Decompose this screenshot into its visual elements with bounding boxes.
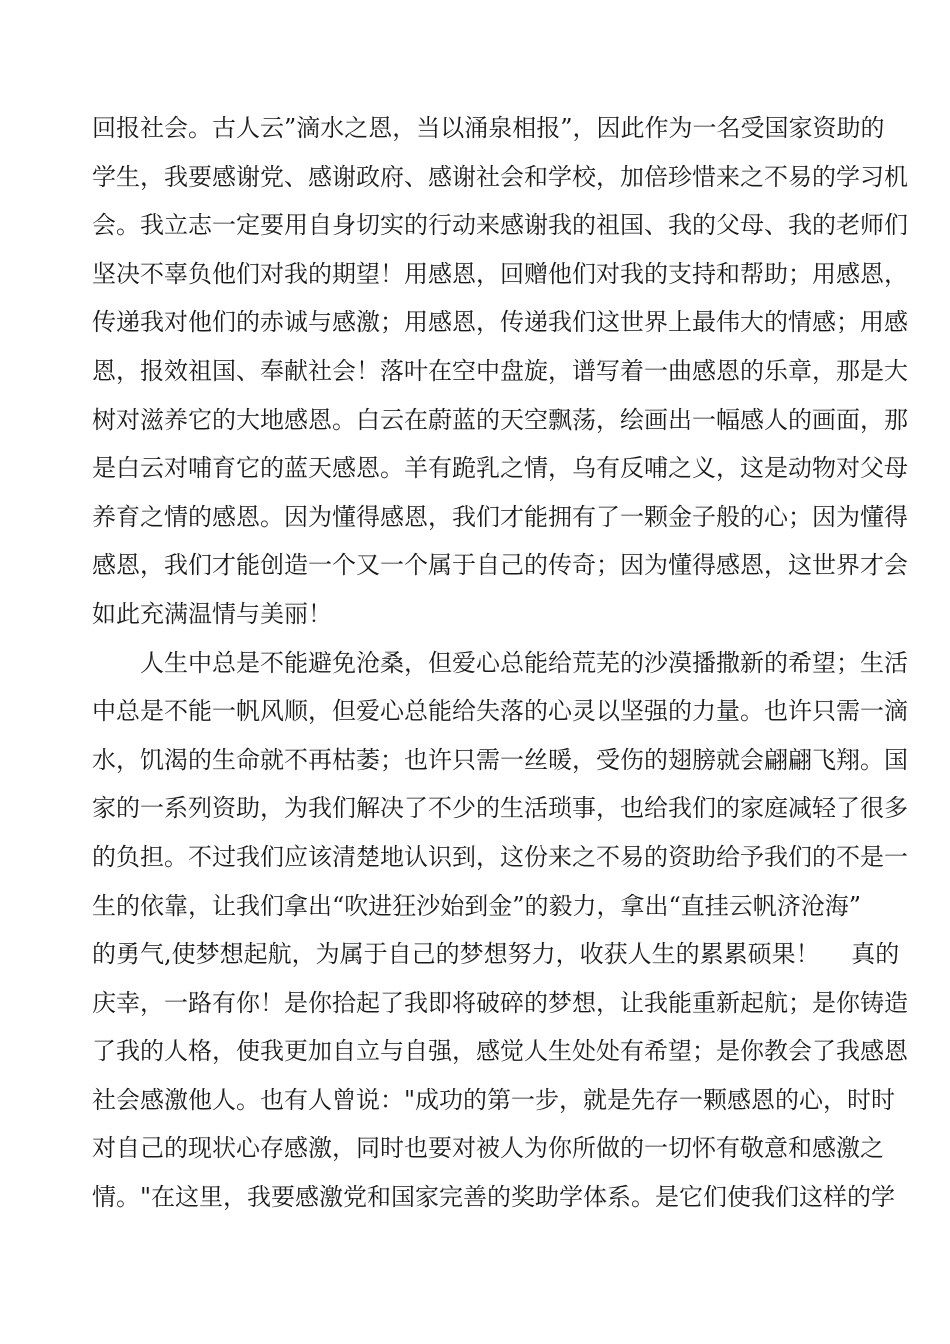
text-line: 学生，我要感谢党、感谢政府、感谢社会和学校，加倍珍惜来之不易的学习机 (92, 162, 908, 191)
text-line: 树对滋养它的大地感恩。白云在蔚蓝的天空飘荡，绘画出一幅感人的画面，那 (92, 405, 908, 434)
text-line: 的负担。不过我们应该清楚地认识到，这份来之不易的资助给予我们的不是一 (92, 842, 908, 871)
text-line: 是白云对哺育它的蓝天感恩。羊有跪乳之情，乌有反哺之义，这是动物对父母 (92, 454, 908, 483)
text-line: 了我的人格，使我更加自立与自强，感觉人生处处有希望；是你教会了我感恩 (92, 1037, 908, 1066)
text-line: 坚决不辜负他们对我的期望！用感恩，回赠他们对我的支持和帮助；用感恩， (92, 259, 908, 288)
text-line: 水，饥渴的生命就不再枯萎；也许只需一丝暖，受伤的翅膀就会翩翩飞翔。国 (92, 745, 908, 774)
text-line: 感恩，我们才能创造一个又一个属于自己的传奇；因为懂得感恩，这世界才会 (92, 551, 908, 580)
text-line: 情。"在这里，我要感激党和国家完善的奖助学体系。是它们使我们这样的学 (92, 1183, 896, 1212)
text-line: 如此充满温情与美丽！ (92, 599, 332, 628)
text-line: 庆幸，一路有你！是你拾起了我即将破碎的梦想，让我能重新起航；是你铸造 (92, 988, 908, 1017)
text-line: 对自己的现状心存感激，同时也要对被人为你所做的一切怀有敬意和感激之 (92, 1134, 884, 1163)
text-line: 家的一系列资助，为我们解决了不少的生活琐事，也给我们的家庭减轻了很多 (92, 794, 908, 823)
text-line: 传递我对他们的赤诚与感激；用感恩，传递我们这世界上最伟大的情感；用感 (92, 308, 908, 337)
body-text (92, 104, 908, 1222)
text-line: 中总是不能一帆风顺，但爱心总能给失落的心灵以坚强的力量。也许只需一滴 (92, 697, 908, 726)
text-line: 恩，报效祖国、奉献社会！落叶在空中盘旋，谱写着一曲感恩的乐章，那是大 (92, 356, 908, 385)
text-line: 社会感激他人。也有人曾说："成功的第一步，就是先存一颗感恩的心，时时 (92, 1085, 896, 1114)
text-line: 生的依靠，让我们拿出“吹进狂沙始到金”的毅力，拿出“直挂云帆济沧海” (92, 891, 862, 920)
text-line: 会。我立志一定要用自身切实的行动来感谢我的祖国、我的父母、我的老师们 (92, 211, 908, 240)
text-line: 回报社会。古人云”滴水之恩，当以涌泉相报”，因此作为一名受国家资助的 (92, 114, 885, 142)
text-line: 养育之情的感恩。因为懂得感恩，我们才能拥有了一颗金子般的心；因为懂得 (92, 502, 908, 531)
paragraph-start-line: 人生中总是不能避免沧桑，但爱心总能给荒芜的沙漠播撒新的希望；生活 (140, 648, 908, 677)
text-line: 的勇气,使梦想起航，为属于自己的梦想努力，收获人生的累累硕果！ 真的 (92, 940, 900, 969)
